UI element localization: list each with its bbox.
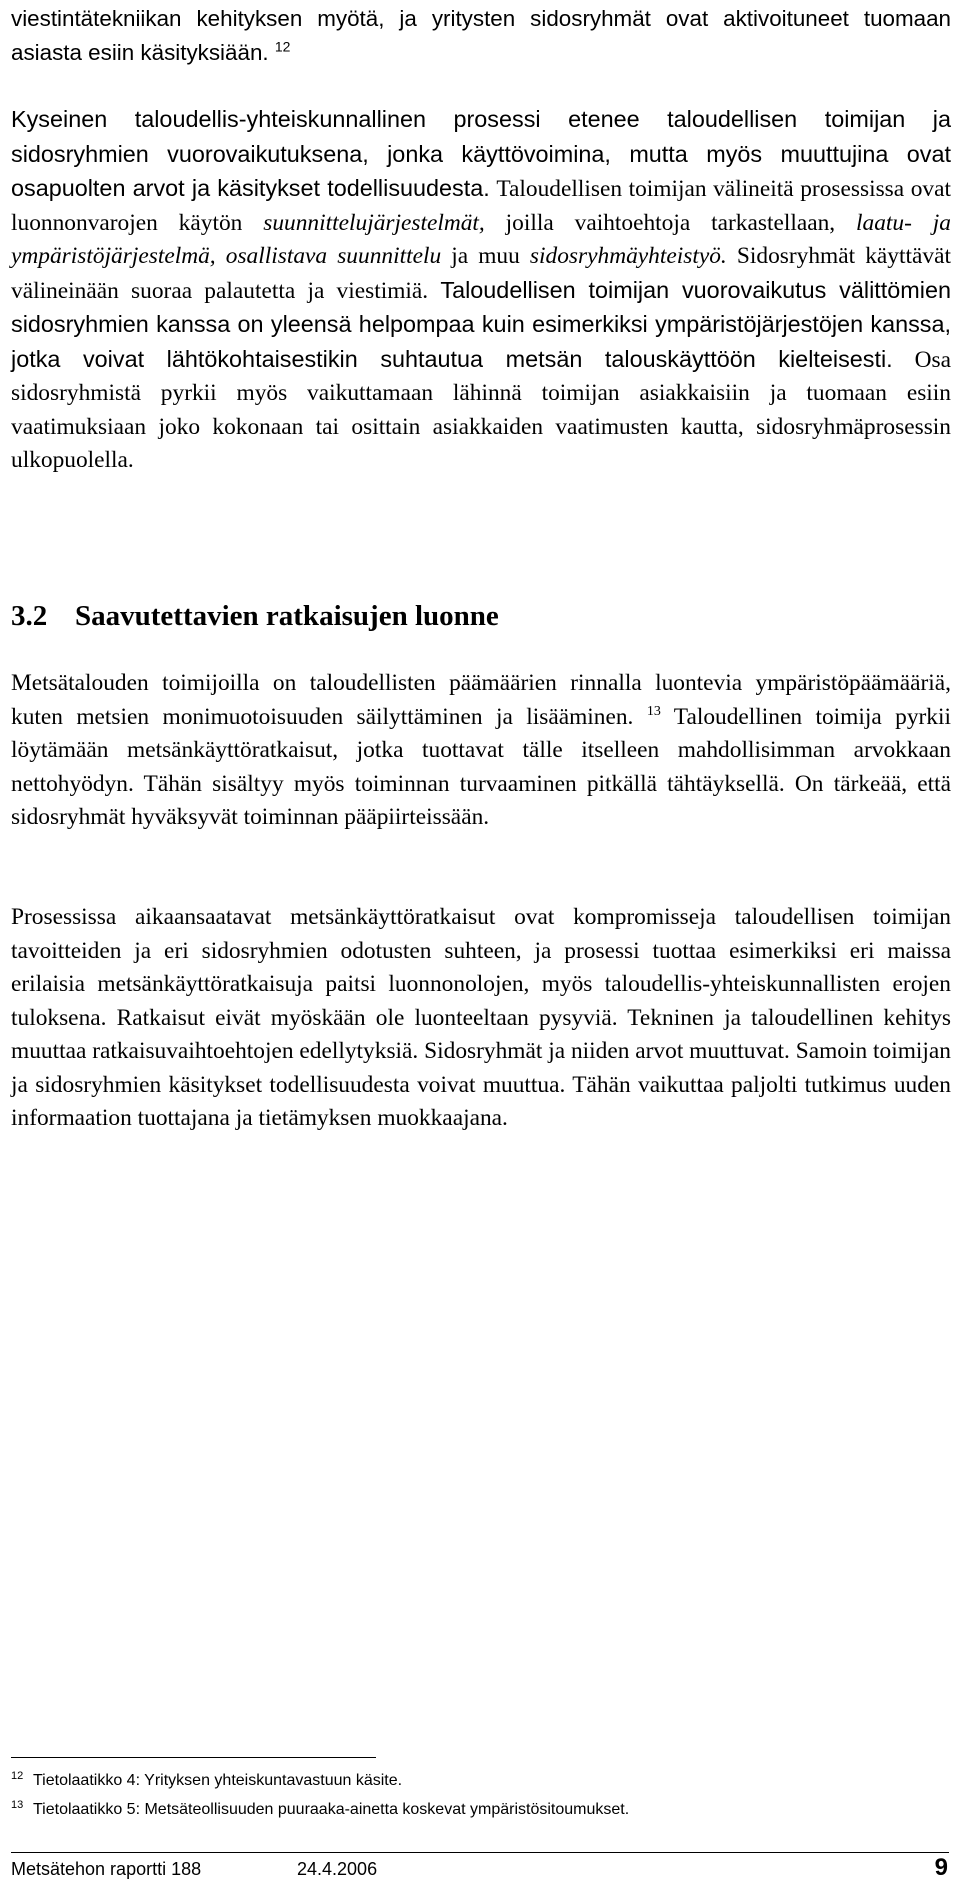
paragraph-1-serif-d: Sidosryhmät käyttävät välineinään suoraa palautetta ja viestimiä.	[11, 243, 951, 304]
footnote-mark-12: 12	[11, 1770, 24, 1782]
paragraph-2-text-b: Taloudellinen toimija pyrkii löytämään metsänkäyttöratkaisut, jotka tuottavat tälle itselleen mahdollisimman arvokkaan nettohyödyn. Tähän sisältyy myös toiminnan turvaaminen pitkällä tähtäyksellä. On tärkeää, että sidosryhmät hyväksyvät toiminnan pääpiirteissään.	[11, 703, 951, 830]
section-title: Saavutettavien ratkaisujen luonne	[75, 600, 499, 632]
footer-separator	[11, 1852, 949, 1853]
footnote-mark-13: 13	[11, 1799, 24, 1811]
paragraph-1-sans-part-2: Taloudellisen toimijan vuorovaikutus välittömien sidosryhmien kanssa on yleensä helpompaa kuin esimerkiksi ympäristöjärjestöjen kanssa, jotka voivat lähtökohtaisestikin suhtautua metsän talouskäyttöön kielteisesti.	[11, 276, 951, 372]
paragraph-1-serif-e: Osa sidosryhmistä pyrkii myös vaikuttamaan lähinnä toimijan asiakkaisiin ja tuomaan esiin vaatimuksiaan joko kokonaan tai osittain asiakkaiden vaatimusten kautta, sidosryhmäprosessin ulkopuolella.	[11, 346, 951, 473]
footer-report-name: Metsätehon raportti 188	[11, 1859, 202, 1879]
paragraph-1-serif-c: ja muu	[451, 243, 520, 269]
top-paragraph	[11, 2, 951, 69]
footnote-13	[11, 1795, 629, 1820]
footnote-ref-12: 12	[274, 38, 291, 55]
paragraph-2-text-a: Metsätalouden toimijoilla on taloudellisten päämäärien rinnalla luontevia ympäristöpäämääriä, kuten metsien monimuotoisuuden säilyttäminen ja lisääminen.	[11, 670, 951, 730]
footnote-text-12: Tietolaatikko 4: Yrityksen yhteiskuntavastuun käsite.	[33, 1772, 403, 1789]
page-number: 9	[934, 1854, 948, 1881]
paragraph-1-italic-1: suunnittelujärjestelmät,	[263, 209, 485, 236]
paragraph-1	[11, 103, 951, 478]
top-paragraph-text: viestintätekniikan kehityksen myötä, ja yritysten sidosryhmät ovat aktivoituneet tuomaan asiasta esiin käsityksiään.	[11, 6, 951, 65]
paragraph-1-italic-3: sidosryhmäyhteistyö.	[529, 243, 727, 269]
section-heading	[11, 598, 499, 634]
section-number: 3.2	[11, 600, 48, 632]
paragraph-1-italic-2: laatu- ja ympäristöjärjestelmä, osallistava suunnittelu	[11, 209, 951, 269]
footnote-ref-13: 13	[646, 703, 661, 719]
paragraph-1-serif-a: Taloudellisen toimijan välineitä prosessissa ovat luonnonvarojen käytön	[11, 176, 951, 236]
footnote-12	[11, 1766, 402, 1791]
footnote-separator	[11, 1757, 376, 1758]
footnote-text-13: Tietolaatikko 5: Metsäteollisuuden puuraaka-ainetta koskevat ympäristösitoumukset.	[33, 1801, 630, 1818]
paragraph-1-sans-part: Kyseinen taloudellis-yhteiskunnallinen prosessi etenee taloudellisen toimijan ja sidosryhmien vuorovaikutuksena, jonka käyttövoimina, mutta myös muuttujina ovat osapuolten arvot ja käsitykset todellisuudesta.	[11, 106, 951, 201]
paragraph-2	[11, 667, 951, 835]
paragraph-3-text: Prosessissa aikaansaatavat metsänkäyttöratkaisut ovat kompromisseja taloudellisen toimijan tavoitteiden ja eri sidosryhmien odotusten suhteen, ja prosessi tuottaa esimerkiksi eri maissa erilaisia metsänkäyttöratkaisuja paitsi luonnonolojen, myös taloudellis-yhteiskunnallisten erojen tuloksena. Ratkaisut eivät myöskään ole luonteeltaan pysyviä. Tekninen ja taloudellinen kehitys muuttaa ratkaisuvaihtoehtojen edellytyksiä. Sidosryhmät ja niiden arvot muuttuvat. Samoin toimijan ja sidosryhmien käsitykset todellisuudesta voivat muuttua. Tähän vaikuttaa paljolti tutkimus uuden informaation tuottajana ja tietämyksen muokkaajana.	[11, 904, 951, 1131]
paragraph-1-serif-b: joilla vaihtoehtoja tarkastellaan,	[505, 209, 836, 236]
footer-date: 24.4.2006	[297, 1859, 378, 1879]
paragraph-3	[11, 901, 951, 1136]
